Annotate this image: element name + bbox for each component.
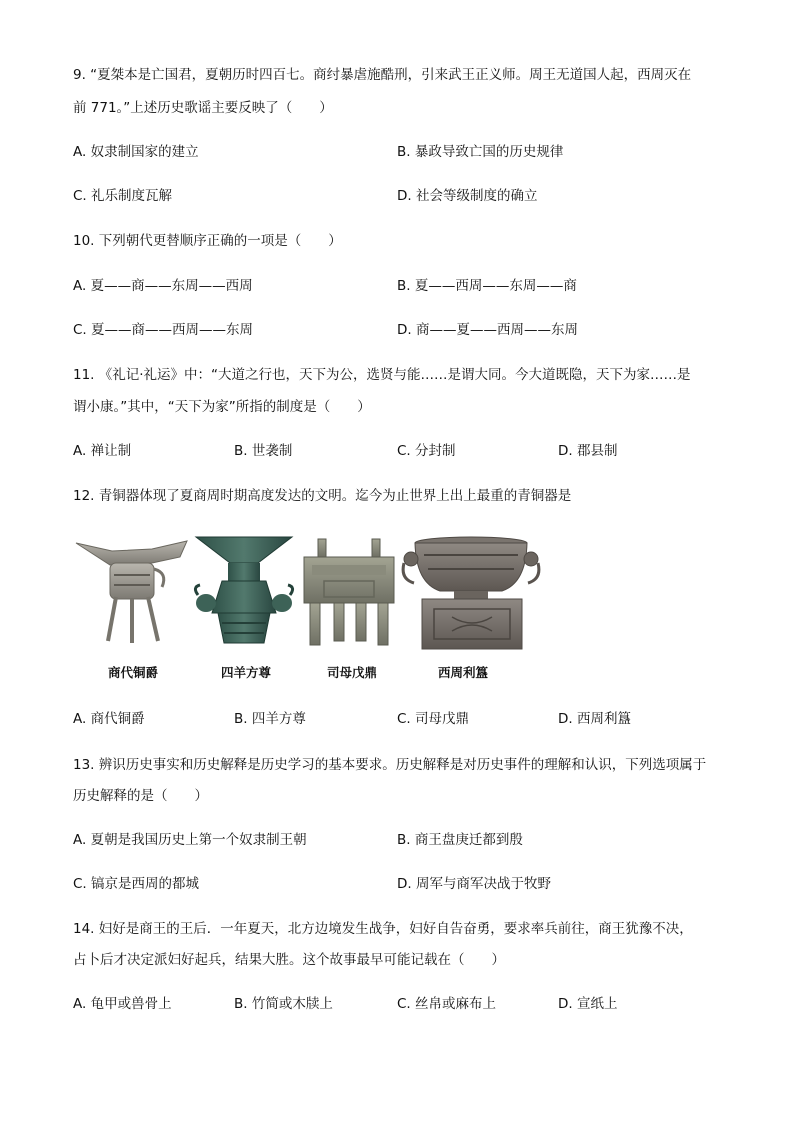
caption-li-gui: 西周利簋 xyxy=(438,666,489,680)
q11-option-a: A. 禅让制 xyxy=(73,443,132,459)
q13-option-b: B. 商王盘庚迁都到殷 xyxy=(397,832,523,848)
q10-option-d: D. 商——夏——西周——东周 xyxy=(397,322,578,338)
q10-option-a: A. 夏——商——东周——西周 xyxy=(73,278,253,294)
q12-option-a: A. 商代铜爵 xyxy=(73,711,145,727)
q9-stem-line1: 9. “夏桀本是亡国君，夏朝历时四百七。商纣暴虐施酷刑，引来武王正义师。周王无道国人起，西周灭在 xyxy=(73,67,692,83)
q11-option-d: D. 郡县制 xyxy=(558,443,618,459)
q9-option-a: A. 奴隶制国家的建立 xyxy=(73,144,199,160)
q14-stem-line2: 占卜后才决定派妇好起兵，结果大胜。这个故事最早可能记载在（ ） xyxy=(73,952,505,968)
bronze-figure xyxy=(72,533,542,683)
western-zhou-li-gui xyxy=(403,537,539,649)
q12-option-c: C. 司母戊鼎 xyxy=(397,711,470,727)
q11-stem-line2: 谓小康。”其中，“天下为家”所指的制度是（ ） xyxy=(73,399,371,415)
caption-simuwu-ding: 司母戊鼎 xyxy=(327,666,378,680)
q10-option-c: C. 夏——商——西周——东周 xyxy=(73,322,254,338)
simuwu-ding xyxy=(304,539,394,645)
q10-option-b: B. 夏——西周——东周——商 xyxy=(397,278,577,294)
q13-option-d: D. 周军与商军决战于牧野 xyxy=(397,876,551,892)
caption-shang-jue: 商代铜爵 xyxy=(108,666,159,680)
q14-option-b: B. 竹简或木牍上 xyxy=(234,996,333,1012)
q11-stem-line1: 11. 《礼记·礼运》中：“大道之行也，天下为公，选贤与能……是谓大同。今大道既隐，天下为家……是 xyxy=(73,367,691,383)
q12-option-b: B. 四羊方尊 xyxy=(234,711,306,727)
q11-option-c: C. 分封制 xyxy=(397,443,456,459)
q12-stem: 12. 青铜器体现了夏商周时期高度发达的文明。迄今为止世界上出上最重的青铜器是 xyxy=(73,488,572,504)
caption-four-ram-zun: 四羊方尊 xyxy=(221,666,272,680)
q14-option-a: A. 龟甲或兽骨上 xyxy=(73,996,172,1012)
q9-stem-line2: 前 771。”上述历史歌谣主要反映了（ ） xyxy=(73,100,333,116)
q11-option-b: B. 世袭制 xyxy=(234,443,293,459)
q14-stem-line1: 14. 妇好是商王的王后．一年夏天，北方边境发生战争，妇好自告奋勇，要求率兵前往，商王犹豫不决， xyxy=(73,921,693,937)
q13-stem-line1: 13. 辨识历史事实和历史解释是历史学习的基本要求。历史解释是对历史事件的理解和认识，下列选项属于 xyxy=(73,757,707,773)
q14-option-c: C. 丝帛或麻布上 xyxy=(397,996,497,1012)
q13-option-a: A. 夏朝是我国历史上第一个奴隶制王朝 xyxy=(73,832,307,848)
q9-option-b: B. 暴政导致亡国的历史规律 xyxy=(397,144,564,160)
q13-option-c: C. 镐京是西周的都城 xyxy=(73,876,200,892)
q10-stem: 10. 下列朝代更替顺序正确的一项是（ ） xyxy=(73,233,342,249)
bronze-vessels-illustration xyxy=(72,533,542,683)
q9-option-d: D. 社会等级制度的确立 xyxy=(397,188,538,204)
q13-stem-line2: 历史解释的是（ ） xyxy=(73,788,208,804)
four-ram-square-zun xyxy=(195,537,292,643)
q12-option-d: D. 西周利簋 xyxy=(558,711,631,727)
q9-option-c: C. 礼乐制度瓦解 xyxy=(73,188,173,204)
shang-bronze-jue xyxy=(76,541,187,643)
q14-option-d: D. 宣纸上 xyxy=(558,996,618,1012)
